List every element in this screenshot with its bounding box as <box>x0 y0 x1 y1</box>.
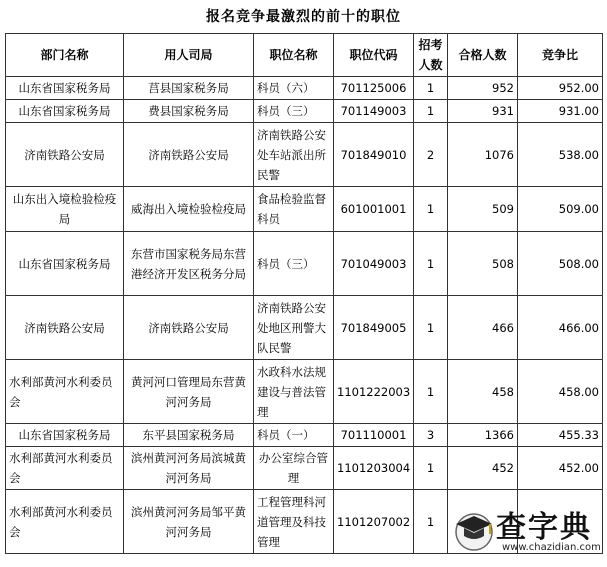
table-title: 报名竞争最激烈的前十的职位 <box>206 9 401 25</box>
cell-dept: 济南铁路公安局 <box>6 296 124 360</box>
cell-recruit: 1 <box>414 360 448 424</box>
ranking-table <box>5 33 603 554</box>
cell-code: 701849010 <box>334 123 414 187</box>
cell-qualified: 458 <box>448 360 518 424</box>
cell-ratio: 952.00 <box>518 77 603 100</box>
table-row <box>6 232 603 296</box>
table-row <box>6 490 603 554</box>
cell-position: 科员（一） <box>254 424 334 447</box>
cell-position: 办公室综合管理 <box>254 447 334 490</box>
table-row <box>6 360 603 424</box>
cell-position: 工程管理科河道管理及科技管理 <box>254 490 334 554</box>
cell-code: 701110001 <box>334 424 414 447</box>
cell-dept: 山东省国家税务局 <box>6 100 124 123</box>
cell-dept: 山东出入境检验检疫局 <box>6 187 124 232</box>
table-row <box>6 296 603 360</box>
cell-code: 701149003 <box>334 100 414 123</box>
cell-position: 科员（三） <box>254 100 334 123</box>
cell-dept: 水利部黄河水利委员会 <box>6 360 124 424</box>
cell-position: 济南铁路公安处车站派出所民警 <box>254 123 334 187</box>
cell-recruit: 3 <box>414 424 448 447</box>
cell-employer: 滨州黄河河务局滨城黄河河务局 <box>124 447 254 490</box>
header-qualified: 合格人数 <box>448 34 518 77</box>
cell-qualified <box>448 490 518 554</box>
cell-position: 科员（六） <box>254 77 334 100</box>
table-row <box>6 424 603 447</box>
cell-ratio: 466.00 <box>518 296 603 360</box>
cell-code: 1101207002 <box>334 490 414 554</box>
watermark-url: www.chazidian.com <box>502 542 601 553</box>
header-dept: 部门名称 <box>6 34 124 77</box>
cell-ratio: 458.00 <box>518 360 603 424</box>
cell-code: 701049003 <box>334 232 414 296</box>
cell-ratio: 538.00 <box>518 123 603 187</box>
cell-employer: 济南铁路公安局 <box>124 123 254 187</box>
cell-ratio: 455.33 <box>518 424 603 447</box>
cell-employer: 费县国家税务局 <box>124 100 254 123</box>
cell-code: 601001001 <box>334 187 414 232</box>
header-row <box>6 34 603 77</box>
cell-recruit: 1 <box>414 296 448 360</box>
header-employer: 用人司局 <box>124 34 254 77</box>
table-row <box>6 100 603 123</box>
cell-dept: 水利部黄河水利委员会 <box>6 490 124 554</box>
table-row <box>6 187 603 232</box>
cell-recruit: 1 <box>414 232 448 296</box>
cell-employer: 威海出入境检验检疫局 <box>124 187 254 232</box>
cell-ratio: 508.00 <box>518 232 603 296</box>
table-row <box>6 77 603 100</box>
cell-employer: 东营市国家税务局东营港经济开发区税务分局 <box>124 232 254 296</box>
cell-dept: 山东省国家税务局 <box>6 77 124 100</box>
cell-code: 1101203004 <box>334 447 414 490</box>
cell-recruit: 1 <box>414 100 448 123</box>
cell-qualified: 508 <box>448 232 518 296</box>
cell-code: 701125006 <box>334 77 414 100</box>
cell-ratio <box>518 490 603 554</box>
cell-recruit: 2 <box>414 123 448 187</box>
cell-qualified: 952 <box>448 77 518 100</box>
cell-code: 1101222003 <box>334 360 414 424</box>
cell-dept: 济南铁路公安局 <box>6 123 124 187</box>
header-recruit: 招考人数 <box>414 34 448 77</box>
cell-employer: 莒县国家税务局 <box>124 77 254 100</box>
cell-qualified: 1076 <box>448 123 518 187</box>
table-row <box>6 447 603 490</box>
cell-qualified: 1366 <box>448 424 518 447</box>
cell-position: 水政科水法规建设与普法管理 <box>254 360 334 424</box>
cell-qualified: 466 <box>448 296 518 360</box>
cell-employer: 滨州黄河河务局邹平黄河河务局 <box>124 490 254 554</box>
watermark-brand: 查字典 <box>496 510 592 545</box>
cell-recruit: 1 <box>414 187 448 232</box>
header-position: 职位名称 <box>254 34 334 77</box>
cell-employer: 济南铁路公安局 <box>124 296 254 360</box>
cell-position: 科员（三） <box>254 232 334 296</box>
cell-dept: 水利部黄河水利委员会 <box>6 447 124 490</box>
cell-position: 食品检验监督科员 <box>254 187 334 232</box>
cell-dept: 山东省国家税务局 <box>6 232 124 296</box>
cell-ratio: 509.00 <box>518 187 603 232</box>
cell-ratio: 452.00 <box>518 447 603 490</box>
cell-ratio: 931.00 <box>518 100 603 123</box>
cell-qualified: 931 <box>448 100 518 123</box>
cell-recruit: 1 <box>414 490 448 554</box>
cell-employer: 黄河河口管理局东营黄河河务局 <box>124 360 254 424</box>
cell-qualified: 452 <box>448 447 518 490</box>
header-code: 职位代码 <box>334 34 414 77</box>
cell-position: 济南铁路公安处地区刑警大队民警 <box>254 296 334 360</box>
cell-qualified: 509 <box>448 187 518 232</box>
header-ratio: 竞争比 <box>518 34 603 77</box>
table-row <box>6 123 603 187</box>
cell-employer: 东平县国家税务局 <box>124 424 254 447</box>
cell-recruit: 1 <box>414 447 448 490</box>
cell-recruit: 1 <box>414 77 448 100</box>
cell-code: 701849005 <box>334 296 414 360</box>
cell-dept: 山东省国家税务局 <box>6 424 124 447</box>
